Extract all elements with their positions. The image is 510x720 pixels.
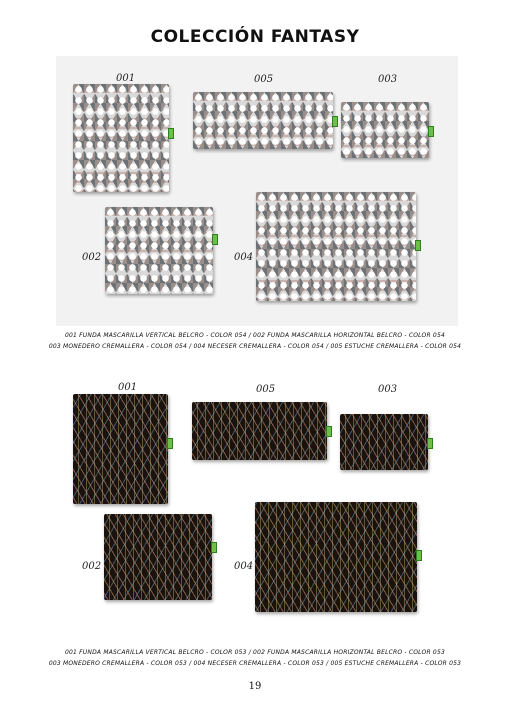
label-tag (211, 542, 217, 553)
item-number-002: 002 (82, 561, 102, 572)
item-number-003: 003 (378, 74, 398, 85)
label-tag (326, 426, 332, 437)
item-number-004: 004 (234, 561, 254, 572)
item-number-002: 002 (82, 252, 102, 263)
pouch-005-pencil-case (193, 92, 333, 149)
item-number-005: 005 (256, 384, 276, 395)
label-tag (416, 550, 422, 561)
item-number-001: 001 (118, 382, 138, 393)
pouch-004-toiletry-bag (256, 192, 416, 301)
product-panel-dark (56, 374, 458, 644)
caption-section2-line1: 001 FUNDA MASCARILLA VERTICAL BELCRO - COLOR 053 / 002 FUNDA MASCARILLA HORIZONTAL BELCRO - COLOR 053 (65, 649, 445, 656)
pouch-004-toiletry-bag (255, 502, 417, 612)
page-number: 19 (248, 681, 262, 692)
pouch-002-horizontal-mask-case (104, 514, 212, 600)
item-number-001: 001 (116, 73, 136, 84)
pouch-001-vertical-mask-case (73, 394, 168, 504)
label-tag (332, 116, 338, 127)
label-tag (428, 126, 434, 137)
label-tag (415, 240, 421, 251)
label-tag (427, 438, 433, 449)
pouch-001-vertical-mask-case (73, 84, 169, 192)
page-title: COLECCIÓN FANTASY (150, 27, 360, 47)
label-tag (167, 438, 173, 449)
label-tag (168, 128, 174, 139)
pouch-003-coin-purse (341, 102, 429, 158)
item-number-003: 003 (378, 384, 398, 395)
caption-section1-line2: 003 MONEDERO CREMALLERA - COLOR 054 / 004 NECESER CREMALLERA - COLOR 054 / 005 ESTUCHE CREMALLERA - COLOR 054 (48, 343, 462, 350)
caption-section2-line2: 003 MONEDERO CREMALLERA - COLOR 053 / 004 NECESER CREMALLERA - COLOR 053 / 005 ESTUCHE CREMALLERA - COLOR 053 (48, 660, 462, 667)
caption-section1-line1: 001 FUNDA MASCARILLA VERTICAL BELCRO - COLOR 054 / 002 FUNDA MASCARILLA HORIZONTAL BELCRO - COLOR 054 (65, 332, 445, 339)
label-tag (212, 234, 218, 245)
item-number-005: 005 (254, 74, 274, 85)
item-number-004: 004 (234, 252, 254, 263)
product-panel-light (56, 56, 458, 326)
pouch-002-horizontal-mask-case (105, 207, 213, 294)
pouch-003-coin-purse (340, 414, 428, 470)
pouch-005-pencil-case (192, 402, 327, 460)
